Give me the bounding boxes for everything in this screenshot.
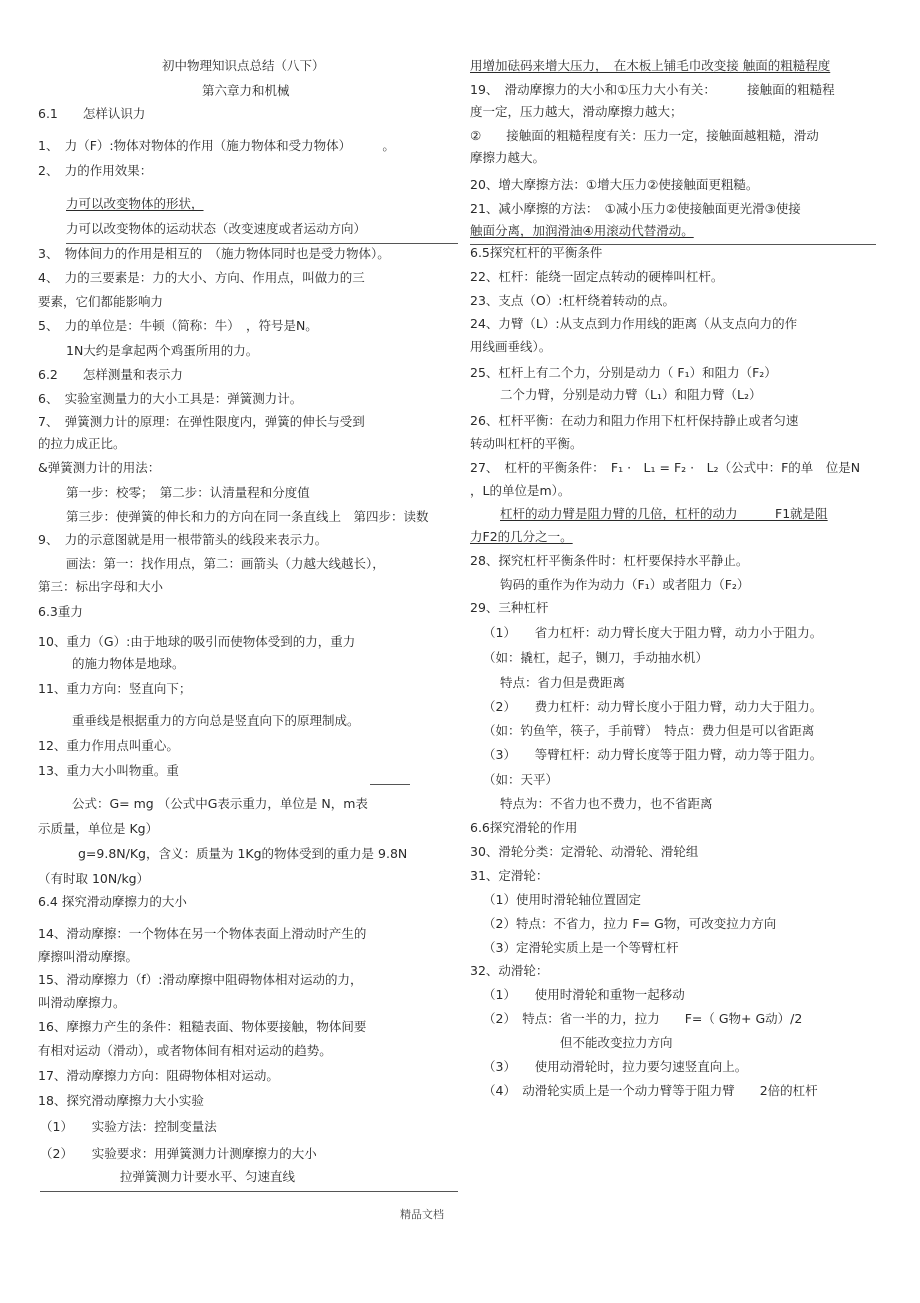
right-column-line: 用增加砝码来增大压力， 在木板上铺毛巾改变接 触面的粗糙程度 (470, 58, 831, 73)
right-column-line: （2） 费力杠杆：动力臂长度小于阻力臂，动力大于阻力。 (483, 699, 823, 714)
left-column-line: 重垂线是根据重力的方向总是竖直向下的原理制成。 (72, 713, 360, 728)
left-column-line: 14、滑动摩擦：一个物体在另一个物体表面上滑动时产生的 (38, 926, 367, 941)
left-column-line: 画法：第一：找作用点，第二：画箭头（力越大线越长）， (66, 556, 385, 571)
left-column-line: 叫滑动摩擦力。 (38, 995, 126, 1010)
left-column-line: 第三：标出字母和大小 (38, 579, 164, 594)
left-column-line: 16、摩擦力产生的条件：粗糙表面、物体要接触，物体间要 (38, 1019, 367, 1034)
left-column-line: 初中物理知识点总结（八下） (162, 58, 325, 73)
left-column-line: 6.1 怎样认识力 (38, 106, 146, 121)
right-column-line: 特点为：不省力也不费力，也不省距离 (500, 796, 713, 811)
right-column-line: 22、杠杆：能绕一固定点转动的硬棒叫杠杆。 (470, 269, 724, 284)
left-column-line: 要素，它们都能影响力 (38, 294, 164, 309)
right-column-line: ② 接触面的粗糙程度有关：压力一定，接触面越粗糙，滑动 (470, 128, 819, 143)
right-column-line: 28、探究杠杆平衡条件时：杠杆要保持水平静止。 (470, 553, 749, 568)
right-column-line: 24、力臂（L）:从支点到力作用线的距离（从支点向力的作 (470, 316, 798, 331)
right-column-line: 但不能改变拉力方向 (560, 1035, 673, 1050)
right-column-line: 26、杠杆平衡：在动力和阻力作用下杠杆保持静止或者匀速 (470, 413, 799, 428)
left-column-line: 公式：G= mg （公式中G表示重力，单位是 N，m表 (72, 796, 368, 811)
right-column-line: 20、增大摩擦方法：①增大压力②使接触面更粗糙。 (470, 177, 759, 192)
right-column-line: 19、 滑动摩擦力的大小和①压力大小有关： 接触面的粗糙程 (470, 82, 835, 97)
left-column-line: 18、探究滑动摩擦力大小实验 (38, 1093, 204, 1108)
right-column-line: （2） 特点：省一半的力，拉力 F=（ G物+ G动）/2 (483, 1011, 803, 1026)
left-column-line: 3、 物体间力的作用是相互的 （施力物体同时也是受力物体）。 (38, 246, 390, 261)
page-footer: 精品文档 (400, 1208, 444, 1221)
left-column-line: 6.2 怎样测量和表示力 (38, 367, 183, 382)
left-column-line: 的施力物体是地球。 (72, 656, 185, 671)
right-column-line: 力F2的几分之一。 (470, 529, 573, 544)
right-column-line: 25、杠杆上有二个力，分别是动力（ F₁）和阻力（F₂） (470, 365, 777, 380)
right-column-line: （1） 省力杠杆：动力臂长度大于阻力臂，动力小于阻力。 (483, 625, 823, 640)
left-column-line: 4、 力的三要素是：力的大小、方向、作用点，叫做力的三 (38, 270, 365, 285)
left-column-line: 示质量，单位是 Kg） (38, 821, 159, 836)
right-column-line: （1）使用时滑轮轴位置固定 (483, 892, 641, 907)
divider-line (470, 244, 876, 245)
left-column-line: （1） 实验方法：控制变量法 (40, 1119, 217, 1134)
right-column-line: 钩码的重作为作为动力（F₁）或者阻力（F₂） (500, 577, 750, 592)
right-column-line: 杠杆的动力臂是阻力臂的几倍，杠杆的动力 F1就是阻 (500, 506, 828, 521)
left-column-line: 2、 力的作用效果： (38, 163, 153, 178)
left-column-line: 拉弹簧测力计要水平、匀速直线 (120, 1169, 296, 1184)
left-column-line: 11、重力方向：竖直向下； (38, 681, 192, 696)
left-column-line: 9、 力的示意图就是用一根带箭头的线段来表示力。 (38, 532, 328, 547)
left-column-line: 17、滑动摩擦力方向：阻碍物体相对运动。 (38, 1068, 279, 1083)
left-column-line: （有时取 10N/kg） (38, 871, 150, 886)
right-column-line: 用线画垂线）。 (470, 339, 552, 354)
right-column-line: （如：天平） (483, 772, 559, 787)
right-column-line: 度一定，压力越大，滑动摩擦力越大； (470, 104, 683, 119)
right-column-line: （3） 等臂杠杆：动力臂长度等于阻力臂，动力等于阻力。 (483, 747, 823, 762)
left-column-line: 1、 力（F）:物体对物体的作用（施力物体和受力物体） 。 (38, 138, 395, 153)
right-column-line: 摩擦力越大。 (470, 150, 546, 165)
left-column-line: 7、 弹簧测力计的原理：在弹性限度内，弹簧的伸长与受到 (38, 414, 365, 429)
right-column-line: （如：钓鱼竿，筷子，手前臂） 特点：费力但是可以省距离 (483, 723, 815, 738)
divider-line (370, 784, 410, 785)
right-column-line: 特点：省力但是费距离 (500, 675, 626, 690)
left-column-line: 13、重力大小叫物重。重 (38, 763, 179, 778)
left-column-line: （2） 实验要求：用弹簧测力计测摩擦力的大小 (40, 1146, 317, 1161)
right-column-line: 二个力臂，分别是动力臂（L₁）和阻力臂（L₂） (500, 387, 762, 402)
left-column-line: 摩擦叫滑动摩擦。 (38, 949, 139, 964)
left-column-line: 第六章力和机械 (202, 83, 290, 98)
right-column-line: （1） 使用时滑轮和重物一起移动 (483, 987, 685, 1002)
left-column-line: 6、 实验室测量力的大小工具是：弹簧测力计。 (38, 391, 303, 406)
left-column-line: &弹簧测力计的用法： (38, 460, 161, 475)
left-column-line: 的拉力成正比。 (38, 436, 126, 451)
right-column-line: 转动叫杠杆的平衡。 (470, 436, 583, 451)
right-column-line: （如：撬杠，起子，铡刀，手动抽水机） (483, 650, 709, 665)
left-column-line: 12、重力作用点叫重心。 (38, 738, 179, 753)
right-column-line: 触面分离，加润滑油④用滚动代替滑动。 (470, 223, 694, 238)
left-column-line: 5、 力的单位是：牛顿（简称：牛） ，符号是N。 (38, 318, 318, 333)
right-column-line: 31、定滑轮： (470, 868, 549, 883)
left-column-line: 1N大约是拿起两个鸡蛋所用的力。 (66, 343, 259, 358)
left-column-line: 第一步：校零； 第二步：认清量程和分度值 (66, 485, 310, 500)
left-column-line: g=9.8N/Kg，含义：质量为 1Kg的物体受到的重力是 9.8N (78, 846, 408, 861)
right-column-line: 21、减小摩擦的方法： ①减小压力②使接触面更光滑③使接 (470, 201, 801, 216)
right-column-line: 32、动滑轮： (470, 963, 549, 978)
divider-line (66, 243, 458, 244)
right-column-line: 29、三种杠杆 (470, 600, 549, 615)
left-column-line: 6.4 探究滑动摩擦力的大小 (38, 894, 187, 909)
right-column-line: 27、 杠杆的平衡条件： F₁ · L₁ = F₂ · L₂（公式中：F的单 位是N (470, 460, 861, 475)
right-column-line: 30、滑轮分类：定滑轮、动滑轮、滑轮组 (470, 844, 699, 859)
divider-line (40, 1191, 458, 1192)
left-column-line: 有相对运动（滑动），或者物体间有相对运动的趋势。 (38, 1043, 332, 1058)
left-column-line: 力可以改变物体的运动状态（改变速度或者运动方向） (66, 221, 367, 236)
right-column-line: （3）定滑轮实质上是一个等臂杠杆 (483, 940, 679, 955)
left-column-line: 力可以改变物体的形状， (66, 196, 204, 211)
left-column-line: 10、重力（G）:由于地球的吸引而使物体受到的力，重力 (38, 634, 356, 649)
left-column-line: 第三步：使弹簧的伸长和力的方向在同一条直线上 第四步：读数 (66, 509, 429, 524)
right-column-line: （2）特点：不省力，拉力 F= G物，可改变拉力方向 (483, 916, 777, 931)
right-column-line: ，L的单位是m）。 (470, 483, 571, 498)
right-column-line: 6.6探究滑轮的作用 (470, 820, 578, 835)
right-column-line: （4） 动滑轮实质上是一个动力臂等于阻力臂 2倍的杠杆 (483, 1083, 818, 1098)
left-column-line: 6.3重力 (38, 604, 83, 619)
left-column-line: 15、滑动摩擦力（f）:滑动摩擦中阻碍物体相对运动的力， (38, 972, 363, 987)
right-column-line: 6.5探究杠杆的平衡条件 (470, 245, 603, 260)
right-column-line: （3） 使用动滑轮时，拉力要匀速竖直向上。 (483, 1059, 748, 1074)
right-column-line: 23、支点（O）:杠杆绕着转动的点。 (470, 293, 675, 308)
